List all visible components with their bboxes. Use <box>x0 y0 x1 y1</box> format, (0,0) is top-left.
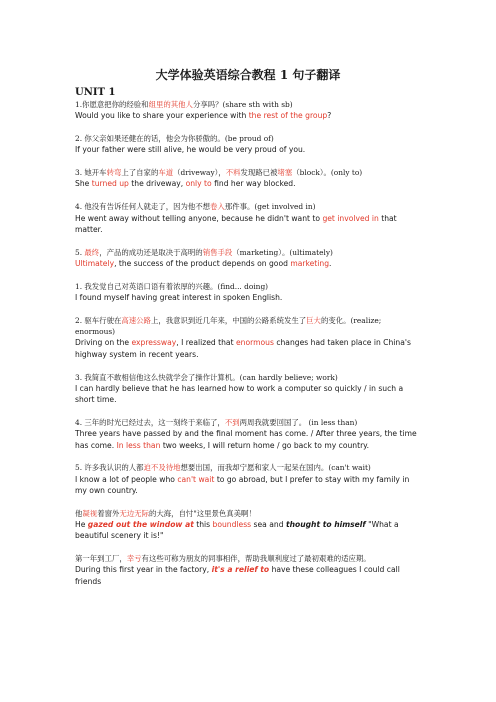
highlighted-phrase: 迫不及待地 <box>143 463 181 473</box>
text-segment: this <box>193 520 213 530</box>
highlighted-phrase: 巨大 <box>306 315 321 325</box>
highlighted-phrase: expressway <box>131 338 177 348</box>
sentence-list <box>75 99 421 599</box>
english-translation <box>75 474 421 497</box>
emphasized-phrase: thought to himself <box>285 520 366 530</box>
text-segment: She <box>75 179 92 189</box>
highlighted-phrase: 不到 <box>224 417 240 427</box>
chinese-sentence <box>75 281 421 292</box>
text-segment: 2. 驱车行驶在 <box>75 315 122 325</box>
text-segment: I found myself having great interest in spoken English. <box>75 293 283 303</box>
text-segment: the driveway, <box>128 179 186 189</box>
text-segment: 上了自家的 <box>121 168 159 178</box>
text-segment: 两周我就要回国了。 (in less than) <box>239 417 358 427</box>
text-segment: to go abroad, but I prefer to stay with my family in my own country. <box>75 474 410 495</box>
text-segment: find her way blocked. <box>211 179 296 189</box>
text-segment: 他 <box>75 508 83 518</box>
chinese-sentence <box>75 201 421 212</box>
highlighted-phrase: enormous <box>235 338 274 348</box>
highlighted-phrase: 最终 <box>84 247 100 257</box>
unit-heading: UNIT 1 <box>75 87 116 98</box>
text-segment: I can hardly believe that he has learned how to work a computer so quickly / in such a short time. <box>75 383 404 405</box>
highlighted-phrase: 转弯 <box>106 168 122 178</box>
text-segment: 着窗外 <box>97 508 120 518</box>
chinese-sentence <box>75 417 421 428</box>
highlighted-phrase: 堵塞 <box>277 168 293 178</box>
text-segment: 3. 我简直不敢相信他这么快就学会了操作计算机。(can hardly believe; work) <box>75 372 338 382</box>
text-segment: 的大海，自忖"这里景色真美啊！ <box>148 508 256 518</box>
sentence-item <box>75 508 421 542</box>
english-translation <box>75 110 421 121</box>
highlighted-phrase: boundless <box>212 520 252 530</box>
highlighted-phrase: 卷入 <box>210 202 225 212</box>
english-translation <box>75 519 421 542</box>
text-segment: 的变化。(realize; enormous) <box>75 315 382 337</box>
chinese-sentence <box>75 247 421 258</box>
english-translation <box>75 292 421 303</box>
sentence-item <box>75 247 421 270</box>
highlighted-phrase: 销售手段 <box>202 247 233 257</box>
text-segment: 4. 他没有告诉任何人就走了，因为他不想 <box>75 202 211 212</box>
sentence-item <box>75 417 421 451</box>
sentence-item <box>75 315 421 360</box>
text-segment: ? <box>327 111 332 121</box>
text-segment: I know a lot of people who <box>75 474 178 484</box>
highlighted-phrase: get involved in <box>322 213 379 223</box>
english-translation <box>75 383 421 406</box>
text-segment: 分享吗？(share sth with sb) <box>192 100 293 109</box>
text-segment: that matter. <box>75 213 397 234</box>
text-segment: , I realized that <box>176 338 236 348</box>
english-translation <box>75 144 421 155</box>
text-segment: 1. 我发觉自己对英语口语有着浓厚的兴趣。(find... doing) <box>75 281 269 291</box>
highlighted-phrase: 幸亏 <box>126 554 142 564</box>
english-translation <box>75 258 421 269</box>
highlighted-phrase: 不料 <box>225 168 241 178</box>
chinese-sentence <box>75 553 421 564</box>
sentence-item <box>75 133 421 156</box>
text-segment: Three years have passed by and the final moment has come. / After three years, the time has come. <box>75 429 417 450</box>
highlighted-phrase: In less than <box>116 440 161 450</box>
chinese-sentence <box>75 508 421 519</box>
text-segment: sea and <box>251 520 286 530</box>
text-segment: two weeks, I will return home / go back to my country. <box>160 440 370 450</box>
english-translation <box>75 428 421 451</box>
text-segment: 有这些可称为朋友的同事相伴，帮助我顺利度过了最初艰难的适应期。 <box>141 554 371 564</box>
english-translation <box>75 178 421 189</box>
english-translation <box>75 564 421 587</box>
highlighted-phrase: 车道 <box>158 168 174 178</box>
text-segment: 4. 三年的时光已经过去，这一刻终于来临了， <box>75 417 225 427</box>
text-segment: During this first year in the factory, <box>75 565 212 575</box>
sentence-item <box>75 167 421 190</box>
document-title: 大学体验英语综合教程 1 句子翻译 <box>155 68 341 82</box>
text-segment: 2. 你父亲如果还健在的话，他会为你骄傲的。(be proud of) <box>75 134 274 144</box>
text-segment: ，产品的成功还是取决于高明的 <box>99 247 203 257</box>
text-segment: He went away without telling anyone, because he didn't want to <box>75 213 323 223</box>
text-segment: （block）。(only to) <box>292 168 363 178</box>
text-segment: , the success of the product depends on good <box>114 258 291 268</box>
sentence-item <box>75 99 421 122</box>
highlighted-phrase: turned up <box>91 179 129 189</box>
text-segment: He <box>75 520 88 530</box>
text-segment: "What a beautiful scenery it is!" <box>75 520 399 541</box>
highlighted-phrase: can't wait <box>177 474 215 484</box>
text-segment: 3. 她开车 <box>75 168 107 178</box>
sentence-item <box>75 553 421 587</box>
highlighted-phrase: 组里的其他人 <box>148 100 193 109</box>
chinese-sentence <box>75 372 421 383</box>
text-segment: 5. <box>75 247 85 257</box>
text-segment: 5. 许多我认识的人都 <box>75 463 144 473</box>
sentence-item <box>75 462 421 496</box>
english-translation <box>75 337 421 360</box>
text-segment: 那件事。(get involved in) <box>224 202 316 212</box>
highlighted-phrase: gazed out the window at <box>87 520 194 530</box>
highlighted-phrase: 无边无际 <box>119 508 149 518</box>
text-segment: 想要出国，而我却宁愿和家人一起呆在国内。(can't wait) <box>180 463 371 473</box>
chinese-sentence <box>75 133 421 144</box>
highlighted-phrase: the rest of the group <box>248 111 328 121</box>
highlighted-phrase: marketing <box>290 258 330 268</box>
highlighted-phrase: only to <box>185 179 212 189</box>
text-segment: 上，我意识到近几年来，中国的公路系统发生了 <box>150 315 307 325</box>
text-segment: . <box>329 258 332 268</box>
english-translation <box>75 213 421 236</box>
highlighted-phrase: Ultimately <box>75 258 115 268</box>
chinese-sentence <box>75 315 421 338</box>
text-segment: 发现路已被 <box>240 168 278 178</box>
chinese-sentence <box>75 99 421 110</box>
chinese-sentence <box>75 462 421 473</box>
chinese-sentence <box>75 167 421 178</box>
highlighted-phrase: it's a relief to <box>211 565 270 575</box>
text-segment: Would you like to share your experience with <box>75 111 249 121</box>
text-segment: Driving on the <box>75 338 132 348</box>
highlighted-phrase: 高速公路 <box>121 315 151 325</box>
text-segment: 1.你愿意把你的经验和 <box>75 100 149 109</box>
text-segment: If your father were still alive, he would be very proud of you. <box>75 145 306 155</box>
text-segment: have these colleagues I could call friends <box>75 565 400 586</box>
sentence-item <box>75 201 421 235</box>
highlighted-phrase: 凝视 <box>82 508 98 518</box>
text-segment: （marketing）。(ultimately) <box>232 247 333 257</box>
sentence-item <box>75 372 421 406</box>
text-segment: 第一年到工厂， <box>75 554 127 564</box>
text-segment: changes had taken place in China's highway system in recent years. <box>75 338 411 359</box>
sentence-item <box>75 281 421 304</box>
text-segment: （driveway）， <box>173 168 226 178</box>
